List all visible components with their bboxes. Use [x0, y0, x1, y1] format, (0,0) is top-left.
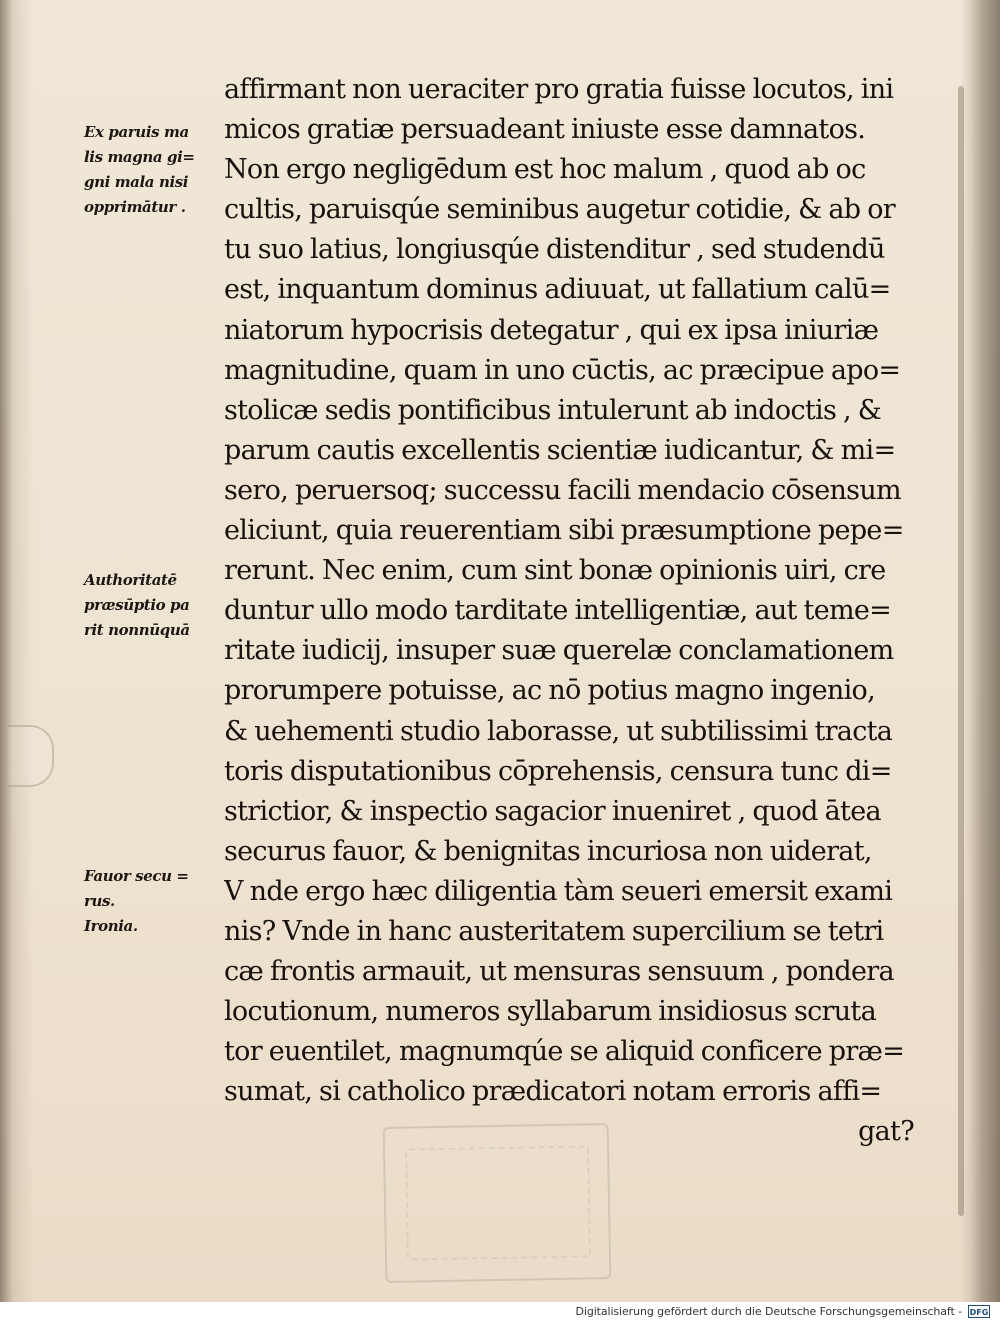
margin-note-ex-paruis [84, 120, 216, 220]
main-latin-text [224, 70, 928, 1153]
text-line: V nde ergo hæc diligentia tàm seueri emersit exami [224, 875, 893, 907]
text-line: eliciunt, quia reuerentiam sibi præsumptione pepe= [224, 515, 904, 547]
right-page-edge [960, 0, 1000, 1302]
text-line: tor euentilet, magnumqúe se aliquid conficere præ= [224, 1036, 905, 1068]
margin-note-line: Ironia. [84, 917, 138, 935]
text-line: cæ frontis armauit, ut mensuras sensuum , pondera [224, 956, 894, 988]
margin-note-line: rus. [84, 892, 115, 910]
margin-note-line: Ex paruis ma [84, 123, 189, 141]
text-line: ritate iudicij, insuper suæ querelæ conclamationem [224, 635, 894, 667]
text-line: securus fauor, & benignitas incuriosa non uiderat, [224, 835, 872, 867]
margin-note-line: Authoritatē [84, 571, 177, 589]
text-line: strictior, & inspectio sagacior inueniret , quod ātea [224, 795, 881, 827]
text-line: prorumpere potuisse, ac nō potius magno ingenio, [224, 675, 875, 707]
left-page-edge [0, 0, 12, 1302]
text-line: sumat, si catholico prædicatori notam erroris affi= [224, 1076, 882, 1108]
text-line: niatorum hypocrisis detegatur , qui ex ipsa iniuriæ [224, 314, 879, 346]
margin-note-line: rit nonnūquā [84, 621, 190, 639]
text-line: tu suo latius, longiusqúe distenditur , sed studendū [224, 234, 885, 266]
margin-note-line: Fauor secu = [84, 867, 189, 885]
paper-clip-mark [8, 725, 54, 787]
text-line: toris disputationibus cōprehensis, censura tunc di= [224, 755, 892, 787]
text-line: cultis, paruisqúe seminibus augetur cotidie, & ab or [224, 194, 896, 226]
text-line: locutionum, numeros syllabarum insidiosus scruta [224, 996, 876, 1028]
page-fold-shadow [958, 86, 964, 1216]
margin-note-line: gni mala nisi [84, 173, 189, 191]
funding-credit-text: Digitalisierung gefördert durch die Deutsche Forschungsgemeinschaft - [575, 1305, 962, 1318]
text-line: nis? Vnde in hanc austeritatem supercilium se tetri [224, 915, 884, 947]
dfg-logo: DFG [968, 1305, 990, 1318]
text-line: affirmant non ueraciter pro gratia fuisse locutos, ini [224, 74, 894, 105]
text-line: sero, peruersoq; successu facili mendacio cōsensum [224, 474, 901, 506]
margin-note-authoritate [84, 568, 216, 643]
margin-note-line: opprimātur . [84, 198, 186, 216]
text-line: & uehementi studio laborasse, ut subtilissimi tracta [224, 715, 893, 747]
digitization-footer [0, 1302, 1000, 1323]
margin-note-fauor [84, 864, 216, 939]
margin-note-line: præsūptio pa [84, 596, 190, 614]
margin-note-line: lis magna gi= [84, 148, 195, 166]
text-line: est, inquantum dominus adiuuat, ut fallatium calū= [224, 274, 891, 306]
text-line: rerunt. Nec enim, cum sint bonæ opinionis uiri, cre [224, 555, 886, 587]
text-line: Non ergo negligēdum est hoc malum , quod ab oc [224, 154, 866, 186]
text-line: gat? [858, 1116, 914, 1148]
text-line: stolicæ sedis pontificibus intulerunt ab indoctis , & [224, 394, 882, 426]
text-line: duntur ullo modo tarditate intelligentiæ, aut teme= [224, 595, 892, 627]
text-line: micos gratiæ persuadeant iniuste esse damnatos. [224, 114, 866, 146]
text-line: parum cautis excellentis scientiæ iudicantur, & mi= [224, 434, 896, 466]
text-line: magnitudine, quam in uno cūctis, ac præcipue apo= [224, 354, 901, 386]
